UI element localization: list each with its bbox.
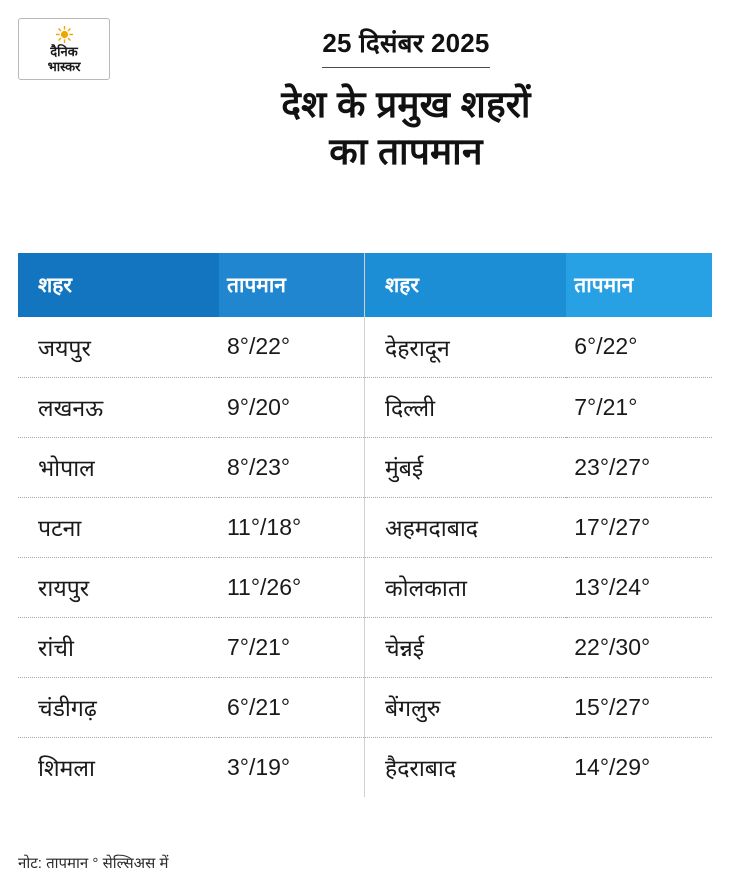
city-name: कोलकाता [365, 557, 566, 617]
table-row [18, 377, 365, 437]
city-name: दिल्ली [365, 377, 566, 437]
city-temperature: 8°/22° [219, 317, 365, 377]
brand-logo [18, 18, 110, 80]
header-titles [100, 18, 712, 176]
table-row [18, 437, 365, 497]
city-name: देहरादून [365, 317, 566, 377]
table-header-row [365, 253, 712, 317]
column-header-temp: तापमान [219, 253, 365, 317]
city-temperature: 14°/29° [574, 753, 651, 780]
city-temperature: 15°/27° [566, 677, 712, 737]
temperature-table-right [365, 253, 712, 797]
city-name: जयपुर [18, 317, 219, 377]
city-temperature: 13°/24° [566, 557, 712, 617]
city-temperature: 6°/21° [219, 677, 365, 737]
column-header-temp: तापमान [566, 253, 712, 317]
city-name: रांची [18, 617, 219, 677]
city-temperature: 6°/22° [566, 317, 712, 377]
table-row [18, 617, 365, 677]
city-name: चंडीगढ़ [18, 677, 219, 737]
header [0, 0, 730, 173]
brand-name-line1: दैनिक [50, 44, 78, 60]
sun-icon [56, 26, 73, 43]
city-temperature: 22°/30° [566, 617, 712, 677]
city-temperature: 9°/20° [219, 377, 365, 437]
city-name: हैदराबाद [385, 755, 457, 782]
city-name: भोपाल [18, 437, 219, 497]
city-temperature: 3°/19° [226, 753, 291, 780]
table-row [18, 317, 365, 377]
column-header-city: शहर [18, 253, 219, 317]
city-temperature: 11°/18° [219, 497, 365, 557]
page-title-line2: का तापमान [329, 131, 483, 173]
table-row [365, 437, 712, 497]
city-name: मुंबई [365, 437, 566, 497]
date-label: 25 दिसंबर 2025 [322, 24, 489, 68]
table-row [365, 497, 712, 557]
table-row [365, 677, 712, 737]
footer-note: नोट: तापमान ° सेल्सिअस में [18, 855, 169, 872]
temperature-table-left [18, 253, 365, 797]
city-temperature: 11°/26° [219, 557, 365, 617]
table-row [365, 377, 712, 437]
city-name: रायपुर [18, 557, 219, 617]
city-name: बेंगलुरु [365, 677, 566, 737]
city-temperature: 17°/27° [566, 497, 712, 557]
page-title-line1: देश के प्रमुख शहरों [281, 84, 531, 125]
table-row [365, 317, 712, 377]
city-name: शिमला [38, 755, 95, 782]
brand-name-line2: भास्कर [47, 58, 81, 74]
city-name: लखनऊ [18, 377, 219, 437]
column-header-city: शहर [365, 253, 566, 317]
table-row [18, 557, 365, 617]
temperature-tables [18, 253, 712, 797]
page-title [281, 81, 530, 176]
city-name: अहमदाबाद [365, 497, 566, 557]
city-temperature: 8°/23° [219, 437, 365, 497]
table-row [365, 617, 712, 677]
city-name: पटना [18, 497, 219, 557]
table-row [18, 497, 365, 557]
table-row [365, 737, 712, 797]
city-temperature: 23°/27° [566, 437, 712, 497]
city-name: चेन्नई [365, 617, 566, 677]
table-row [365, 557, 712, 617]
table-header-row [18, 253, 365, 317]
city-temperature: 7°/21° [566, 377, 712, 437]
table-row [18, 677, 365, 737]
city-temperature: 7°/21° [219, 617, 365, 677]
table-row [18, 737, 365, 797]
